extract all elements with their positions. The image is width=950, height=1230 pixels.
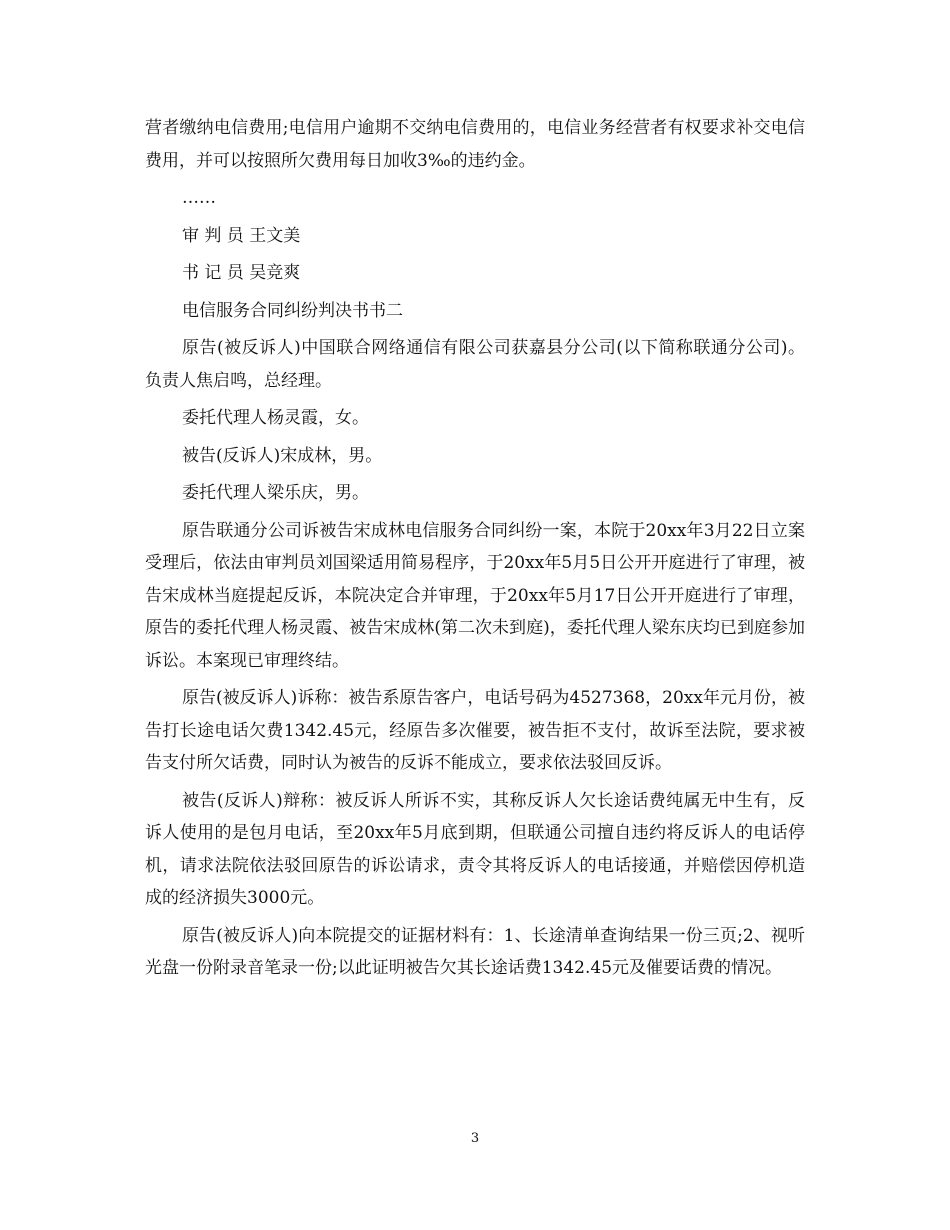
paragraph-defense: 被告(反诉人)辩称：被反诉人所诉不实，其称反诉人欠长途话费纯属无中生有，反诉人使用的是包月电话，至20xx年5月底到期，但联通公司擅自违约将反诉人的电话停机，请求法院依法驳回原告的诉讼请求，责令其将反诉人的电话接通，并赔偿因停机造成的经济损失3000元。 xyxy=(145,790,805,908)
paragraph-plaintiff: 原告(被反诉人)中国联合网络通信有限公司获嘉县分公司(以下简称联通分公司)。 负责人焦启鸣，总经理。 xyxy=(145,338,805,391)
paragraph-evidence: 原告(被反诉人)向本院提交的证据材料有：1、长途清单查询结果一份三页;2、视听光盘一份附录音笔录一份;以此证明被告欠其长途话费1342.45元及催要话费的情况。 xyxy=(145,925,805,978)
page-number: 3 xyxy=(470,1131,480,1146)
section-heading: 电信服务合同纠纷判决书书二 xyxy=(182,300,403,321)
paragraph-ellipsis: …… xyxy=(182,188,216,208)
clerk-line: 书 记 员 吴竞爽 xyxy=(182,263,301,283)
paragraph-defendant: 被告(反诉人)宋成林，男。 xyxy=(182,445,383,466)
paragraph-plaintiff-claim: 原告(被反诉人)诉称：被告系原告客户，电话号码为4527368，20xx年元月份，被告打长途电话欠费1342.45元，经原告多次催要，被告拒不支付，故诉至法院，要求被告支付所欠话费，同时认为被告的反诉不能成立，要求依法驳回反诉。 xyxy=(145,688,805,773)
paragraph-plaintiff-agent: 委托代理人杨灵霞，女。 xyxy=(182,408,369,428)
paragraph-1: 营者缴纳电信费用;电信用户逾期不交纳电信费用的，电信业务经营者有权要求补交电信费用，并可以按照所欠费用每日加收3‰的违约金。 xyxy=(145,118,805,171)
paragraph-defendant-agent: 委托代理人梁乐庆，男。 xyxy=(182,483,369,503)
document-body xyxy=(145,112,805,990)
paragraph-case-summary: 原告联通分公司诉被告宋成林电信服务合同纠纷一案，本院于20xx年3月22日立案受理后，依法由审判员刘国梁适用简易程序，于20xx年5月5日公开开庭进行了审理，被告宋成林当庭提起反诉，本院决定合并审理，于20xx年5月17日公开开庭进行了审理，原告的委托代理人杨灵霞、被告宋成林(第二次未到庭)，委托代理人梁东庆均已到庭参加诉讼。本案现已审理终结。 xyxy=(145,520,805,671)
judge-line: 审 判 员 王文美 xyxy=(182,225,301,246)
